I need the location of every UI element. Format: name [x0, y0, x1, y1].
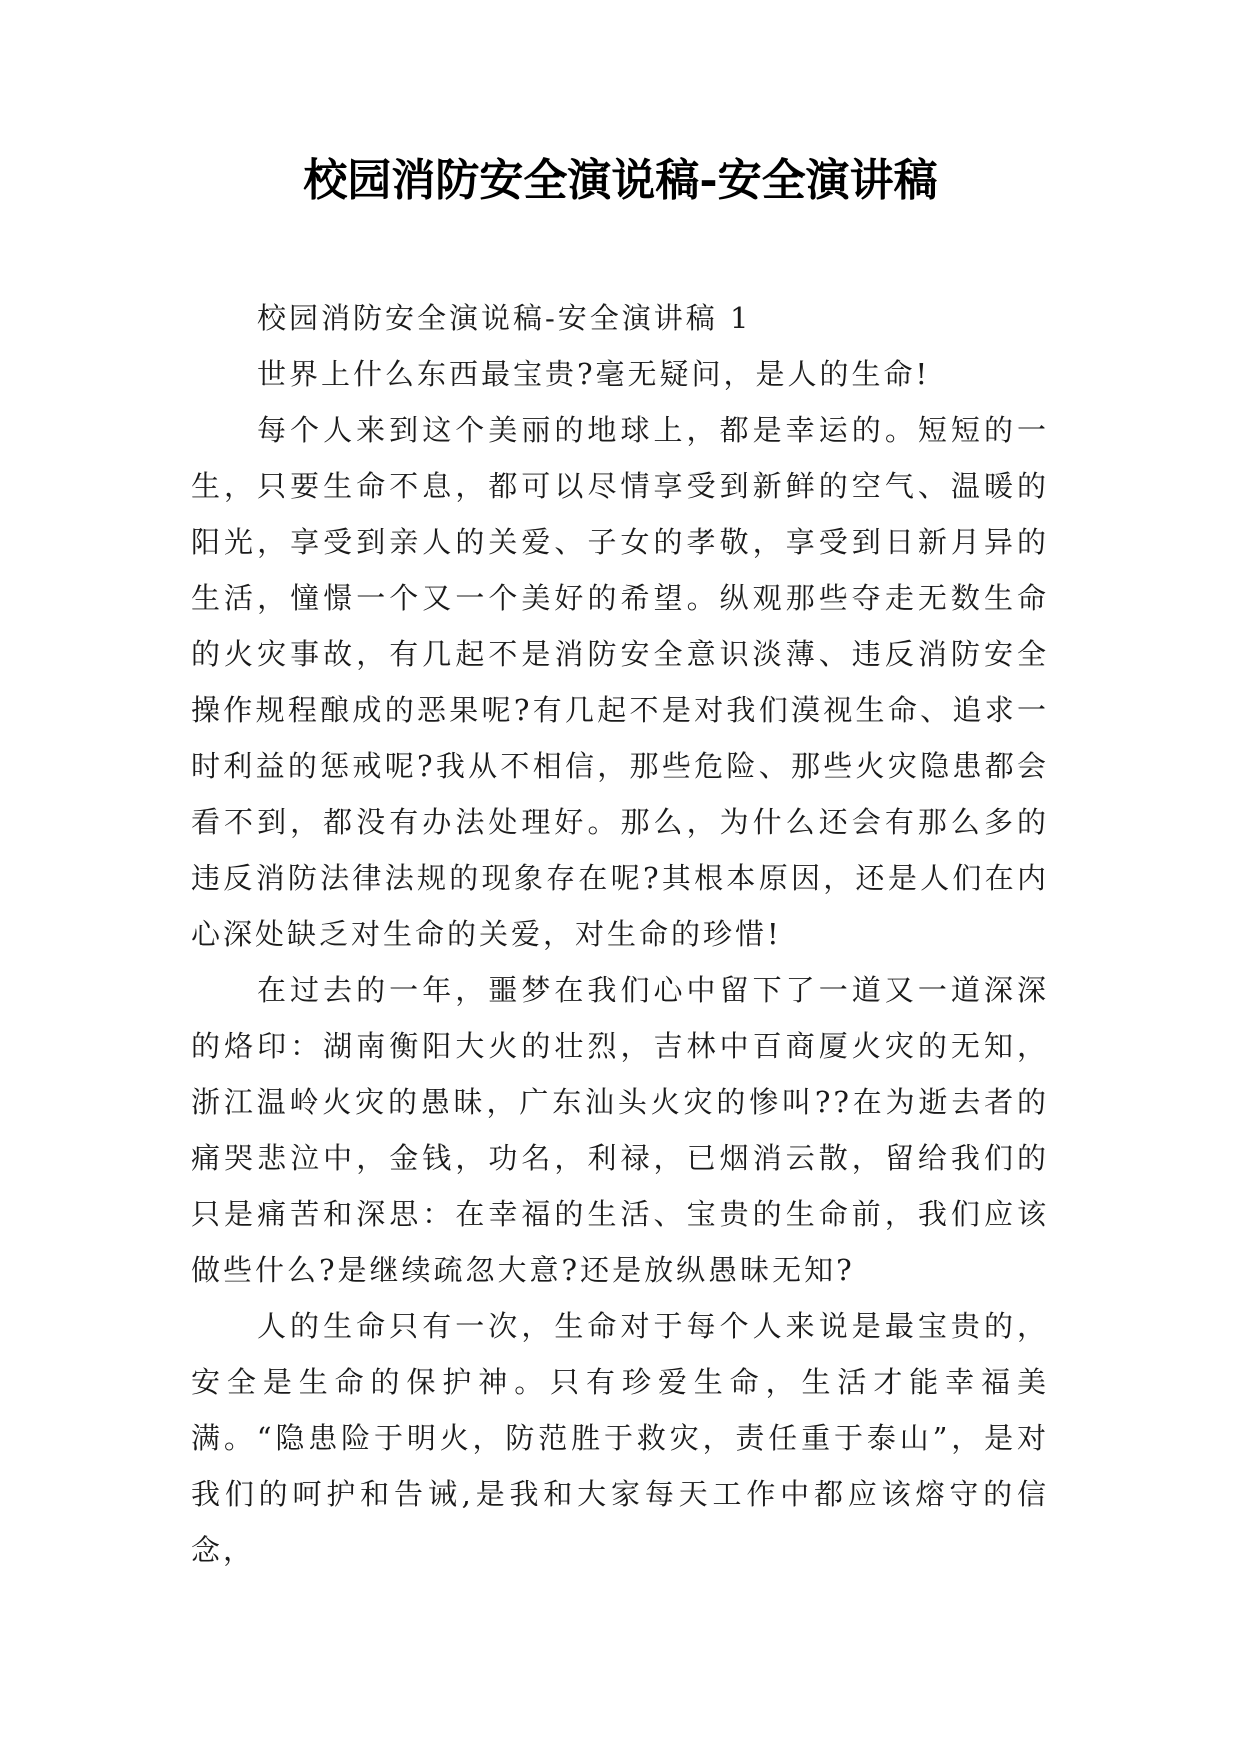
- document-body: [191, 290, 1049, 1578]
- paragraph: 在过去的一年，噩梦在我们心中留下了一道又一道深深的烙印：湖南衡阳大火的壮烈，吉林中百商厦火灾的无知，浙江温岭火灾的愚昧，广东汕头火灾的惨叫??在为逝去者的痛哭悲泣中，金钱，功名，利禄，已烟消云散，留给我们的只是痛苦和深思：在幸福的生活、宝贵的生命前，我们应该做些什么?是继续疏忽大意?还是放纵愚昧无知?: [191, 973, 1049, 1287]
- document-title: 校园消防安全演说稿-安全演讲稿: [303, 155, 938, 206]
- paragraph-heading: 校园消防安全演说稿-安全演讲稿 1: [257, 301, 752, 335]
- paragraph: 每个人来到这个美丽的地球上，都是幸运的。短短的一生，只要生命不息，都可以尽情享受到新鲜的空气、温暖的阳光，享受到亲人的关爱、子女的孝敬，享受到日新月异的生活，憧憬一个又一个美好的希望。纵观那些夺走无数生命的火灾事故，有几起不是消防安全意识淡薄、违反消防安全操作规程酿成的恶果呢?有几起不是对我们漠视生命、追求一时利益的惩戒呢?我从不相信，那些危险、那些火灾隐患都会看不到，都没有办法处理好。那么，为什么还会有那么多的违反消防法律法规的现象存在呢?其根本原因，还是人们在内心深处缺乏对生命的关爱，对生命的珍惜!: [191, 413, 1049, 951]
- paragraph: 人的生命只有一次，生命对于每个人来说是最宝贵的，安全是生命的保护神。只有珍爱生命，生活才能幸福美满。“隐患险于明火，防范胜于救灾，责任重于泰山”，是对我们的呵护和告诫,是我和大家每天工作中都应该熔守的信念，: [191, 1309, 1049, 1567]
- paragraph: 世界上什么东西最宝贵?毫无疑问，是人的生命!: [257, 357, 931, 391]
